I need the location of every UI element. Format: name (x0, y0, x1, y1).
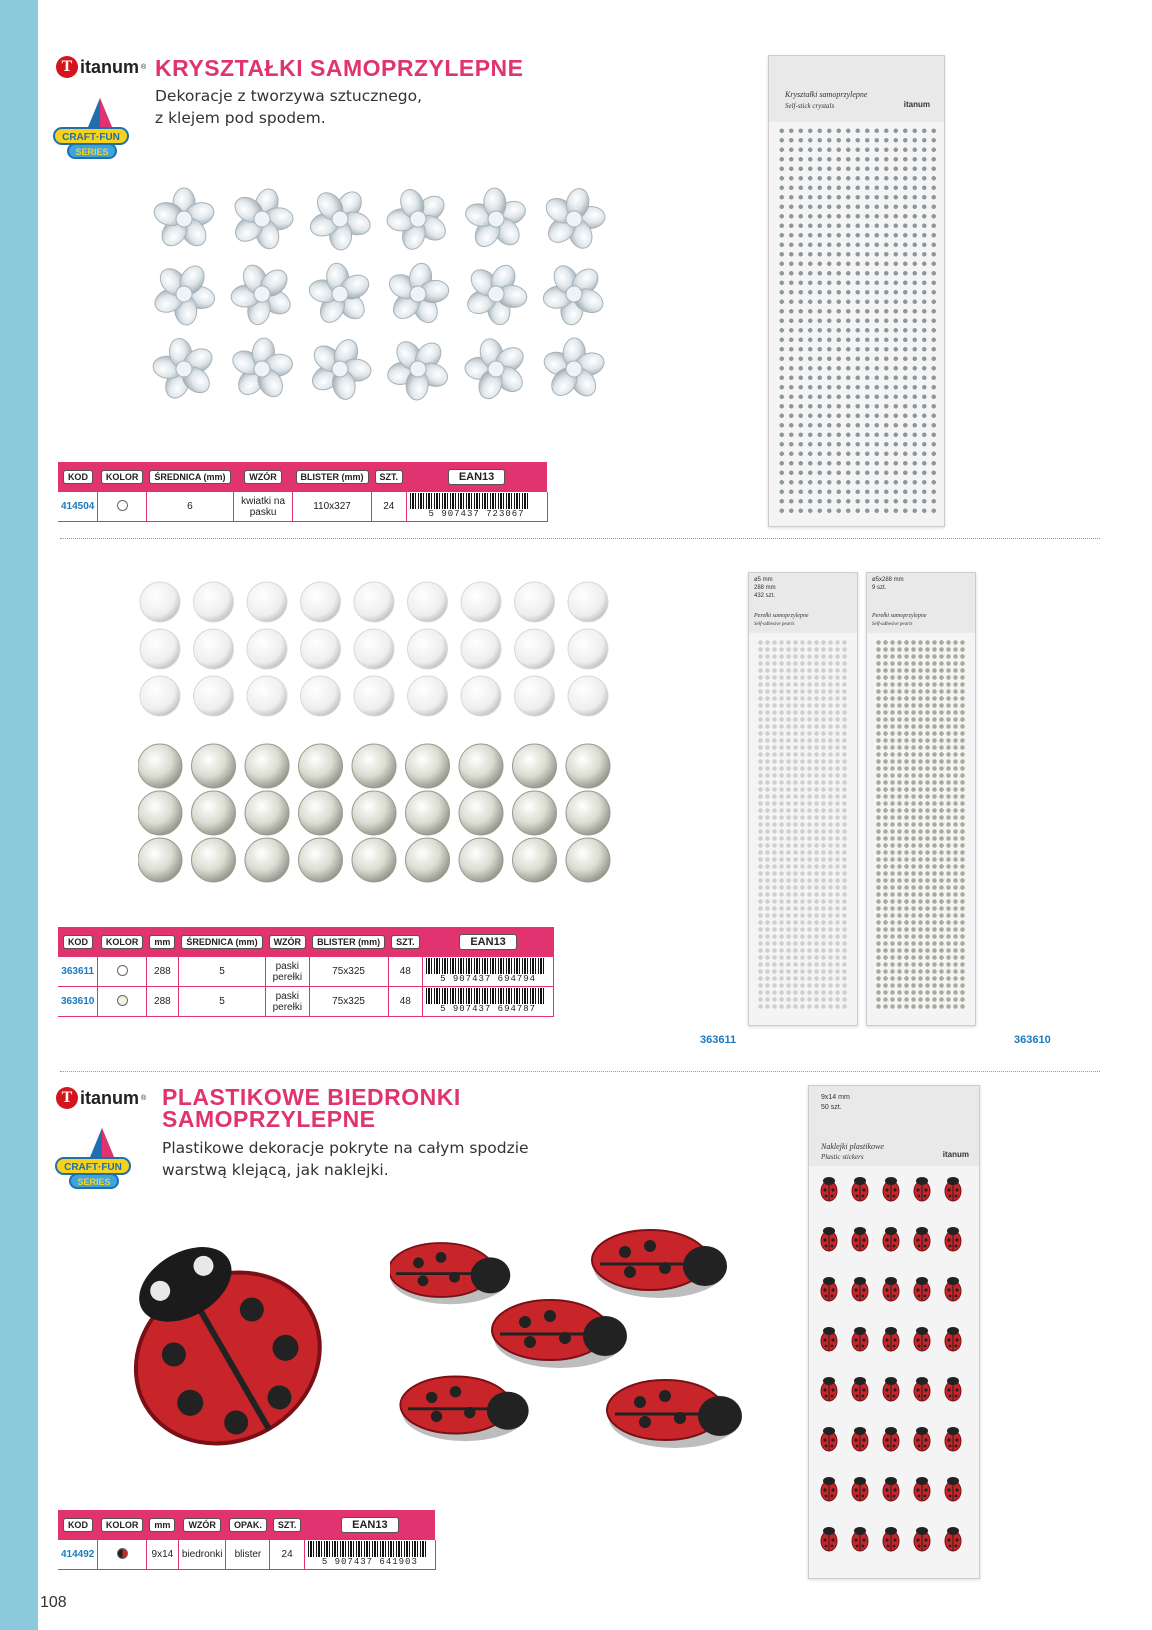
ladybug (607, 1380, 742, 1448)
pearl (566, 744, 610, 788)
barcode: 5 907437 641903 (304, 1540, 435, 1570)
crystal-flower (373, 185, 463, 264)
pearl-pack-363610: ø5x288 mm 9 szt. Perełki samoprzylepne Self-adhesive pearls (866, 572, 976, 1026)
pearl (568, 676, 608, 716)
ladybug-sticker (914, 1527, 930, 1551)
section1-spec-table (58, 462, 548, 522)
craft-fun-series-badge (52, 1128, 134, 1198)
section1-title: KRYSZTAŁKI SAMOPRZYLEPNE (155, 55, 524, 81)
col-ean: EAN13 (448, 469, 505, 485)
section-separator (60, 1071, 1100, 1072)
table-row: 414492 9x14 biedronki blister 24 5 907437 641903 (58, 1540, 435, 1570)
ladybug-sticker (883, 1377, 899, 1401)
ladybug-sticker (914, 1427, 930, 1451)
titanum-logo-mark: T (56, 56, 78, 78)
col-blister: BLISTER (mm) (296, 470, 369, 484)
pearl (354, 582, 394, 622)
pearl (513, 791, 557, 835)
color-swatch (98, 1540, 147, 1570)
pearl (245, 744, 289, 788)
pearl (299, 791, 343, 835)
page-number: 108 (40, 1594, 67, 1611)
ladybug-sticker (883, 1177, 899, 1201)
svg-text:SERIES: SERIES (77, 1177, 111, 1187)
color-swatch (98, 957, 147, 987)
titanum-logo: T itanum ® (56, 1087, 146, 1109)
dimension-icon: mm (149, 1518, 175, 1532)
col-kod: KOD (63, 470, 93, 484)
pearl (192, 838, 236, 882)
pearl (194, 629, 234, 669)
pearl (245, 838, 289, 882)
color-swatch (98, 987, 147, 1017)
pearl (461, 582, 501, 622)
pearl (352, 791, 396, 835)
ladybug-sticker (914, 1277, 930, 1301)
pearl (299, 838, 343, 882)
crystal-flower (534, 328, 615, 405)
pearl-strip-grid (757, 639, 849, 1009)
pearl-pack-363611: ø5 mm 288 mm 432 szt. Perełki samoprzylepne Self-adhesive pearls (748, 572, 858, 1026)
ladybug-sticker (821, 1177, 837, 1201)
pearl (459, 744, 503, 788)
crystal-flower (538, 259, 611, 329)
ladybug-sticker (821, 1477, 837, 1501)
svg-text:SERIES: SERIES (75, 147, 109, 157)
ladybug-sticker (883, 1527, 899, 1551)
ladybug-sticker (852, 1227, 868, 1251)
ladybug-sticker (821, 1277, 837, 1301)
pearl (138, 791, 182, 835)
pearl (140, 629, 180, 669)
ladybug-sticker (852, 1377, 868, 1401)
pearl (461, 629, 501, 669)
ladybug-sticker (852, 1527, 868, 1551)
ladybug-sticker (821, 1227, 837, 1251)
pearl (568, 629, 608, 669)
barcode: 5 907437 694794 (423, 957, 554, 987)
section3-description: Plastikowe dekoracje pokryte na całym spodzie warstwą klejącą, jak naklejki. (162, 1139, 529, 1179)
table-row: 414504 6 kwiatki na pasku 110x327 24 5 907437 723067 (58, 492, 547, 522)
ladybug-sticker-grid (809, 1166, 979, 1566)
ladybug-sticker (852, 1277, 868, 1301)
pearl (352, 744, 396, 788)
barcode: 5 907437 694787 (423, 987, 554, 1017)
ladybug-sticker (945, 1427, 961, 1451)
pearl (247, 629, 287, 669)
pearl-strip-grid (875, 639, 967, 1009)
pack-code-label: 363610 (1014, 1034, 1051, 1046)
ladybug-sticker (883, 1427, 899, 1451)
product-code: 414504 (58, 492, 98, 522)
pearl (247, 676, 287, 716)
ladybug (492, 1300, 627, 1368)
pearl (566, 838, 610, 882)
ladybug-sticker (821, 1327, 837, 1351)
ladybug-group-image (390, 1200, 780, 1485)
ladybug-sticker (883, 1327, 899, 1351)
pearl (406, 838, 450, 882)
pearl (301, 582, 341, 622)
crystal-flower (540, 185, 608, 255)
crystal-flower (150, 255, 221, 332)
pearl-strips-image (138, 580, 628, 885)
crystal-strip-grid (777, 126, 936, 516)
ladybug-sticker (852, 1327, 868, 1351)
ladybug-sticker (914, 1227, 930, 1251)
ladybug-sticker (914, 1177, 930, 1201)
crystal-flower (294, 248, 385, 339)
ladybug (592, 1230, 727, 1298)
length-icon: mm (149, 935, 175, 949)
crystal-flower (380, 329, 457, 405)
svg-text:CRAFT·FUN: CRAFT·FUN (62, 132, 120, 143)
crystal-flower (458, 257, 534, 330)
ladybug-sticker (852, 1477, 868, 1501)
col-srednica: ŚREDNICA (mm) (149, 470, 230, 484)
pearl (515, 676, 555, 716)
pearl (406, 791, 450, 835)
pearl (247, 582, 287, 622)
pearl (461, 676, 501, 716)
titanum-logo: T itanum ® (56, 56, 146, 78)
ladybug-sticker (945, 1327, 961, 1351)
ladybug (400, 1377, 528, 1442)
crystal-flower (454, 185, 537, 261)
pearl (245, 791, 289, 835)
ladybug-sticker (821, 1427, 837, 1451)
ladybug-sticker (883, 1227, 899, 1251)
crystal-flowers-image (150, 185, 640, 405)
ladybug-sticker (914, 1377, 930, 1401)
crystal-flower (464, 335, 529, 403)
table-row: 363611 288 5 paski perełki 75x325 48 5 907437 694794 (58, 957, 554, 987)
ladybug-sticker (945, 1277, 961, 1301)
ladybug-pack-image: 9x14 mm 50 szt. Naklejki plastikowe Plastic stickers itanum (808, 1085, 980, 1579)
crystal-flower (217, 324, 308, 405)
pearl (513, 838, 557, 882)
section-separator (60, 538, 1100, 539)
pearl (299, 744, 343, 788)
pearl (352, 838, 396, 882)
pearl (406, 744, 450, 788)
ladybug-sticker (945, 1527, 961, 1551)
section3-title: PLASTIKOWE BIEDRONKI SAMOPRZYLEPNE (162, 1084, 461, 1132)
section2-spec-table: KOD KOLOR mm ŚREDNICA (mm) WZÓR BLISTER (mm) SZT. EAN13 363611 288 5 paski perełki 75x325 48 5 907437 694794 363610 288 5 paski perełki 75x325 48 5 907437 694787 (58, 927, 554, 1017)
crystal-pack-image: Kryształki samoprzylepne Self-stick crystals itanum (768, 55, 945, 527)
titanum-logo-text: itanum (80, 56, 140, 77)
table-row: 363610 288 5 paski perełki 75x325 48 5 907437 694787 (58, 987, 554, 1017)
ladybug-sticker (945, 1377, 961, 1401)
col-kolor: KOLOR (101, 470, 144, 484)
page-sidebar-stripe (0, 0, 38, 1630)
pearl (515, 582, 555, 622)
pearl (301, 629, 341, 669)
craft-fun-series-badge (50, 98, 132, 168)
col-szt: SZT. (375, 470, 404, 484)
pearl (140, 582, 180, 622)
crystal-flower (295, 185, 384, 264)
pearl (408, 676, 448, 716)
ladybug-sticker (883, 1477, 899, 1501)
ladybug (390, 1243, 510, 1304)
pearl (194, 582, 234, 622)
pearl (140, 676, 180, 716)
ladybug-sticker (945, 1177, 961, 1201)
crystal-flower (151, 188, 217, 251)
crystal-flower (221, 185, 302, 259)
pearl (459, 791, 503, 835)
section1-description: Dekoracje z tworzywa sztucznego, z klejem pod spodem. (155, 87, 423, 127)
ladybug-sticker (945, 1227, 961, 1251)
ladybug-sticker (821, 1377, 837, 1401)
ladybug-sticker (852, 1427, 868, 1451)
ladybug-sticker (945, 1477, 961, 1501)
crystal-flower (218, 250, 305, 338)
section3-spec-table: KOD KOLOR mm WZÓR OPAK. SZT. EAN13 414492 9x14 biedronki blister 24 5 907437 641903 (58, 1510, 436, 1570)
color-swatch (98, 492, 147, 522)
pearl (513, 744, 557, 788)
ladybug-sticker (914, 1327, 930, 1351)
pearl (408, 582, 448, 622)
ladybug-sticker (883, 1277, 899, 1301)
svg-text:CRAFT·FUN: CRAFT·FUN (64, 1162, 122, 1173)
pearl (354, 629, 394, 669)
pack-code-label: 363611 (700, 1034, 737, 1046)
crystal-flower (150, 327, 227, 405)
pearl (192, 744, 236, 788)
pearl (138, 838, 182, 882)
crystal-flower (374, 251, 461, 337)
col-wzor: WZÓR (244, 470, 282, 484)
barcode: 5 907437 723067 (406, 492, 547, 522)
crystal-flower (296, 324, 384, 405)
pearl (354, 676, 394, 716)
ladybug-large-image (104, 1215, 354, 1465)
pearl (194, 676, 234, 716)
pearl (566, 791, 610, 835)
ladybug-sticker (821, 1527, 837, 1551)
pearl (515, 629, 555, 669)
pearl (408, 629, 448, 669)
ladybug-sticker (914, 1477, 930, 1501)
pearl (301, 676, 341, 716)
pearl (459, 838, 503, 882)
pearl (138, 744, 182, 788)
ladybug-sticker (852, 1177, 868, 1201)
pearl (192, 791, 236, 835)
pearl (568, 582, 608, 622)
